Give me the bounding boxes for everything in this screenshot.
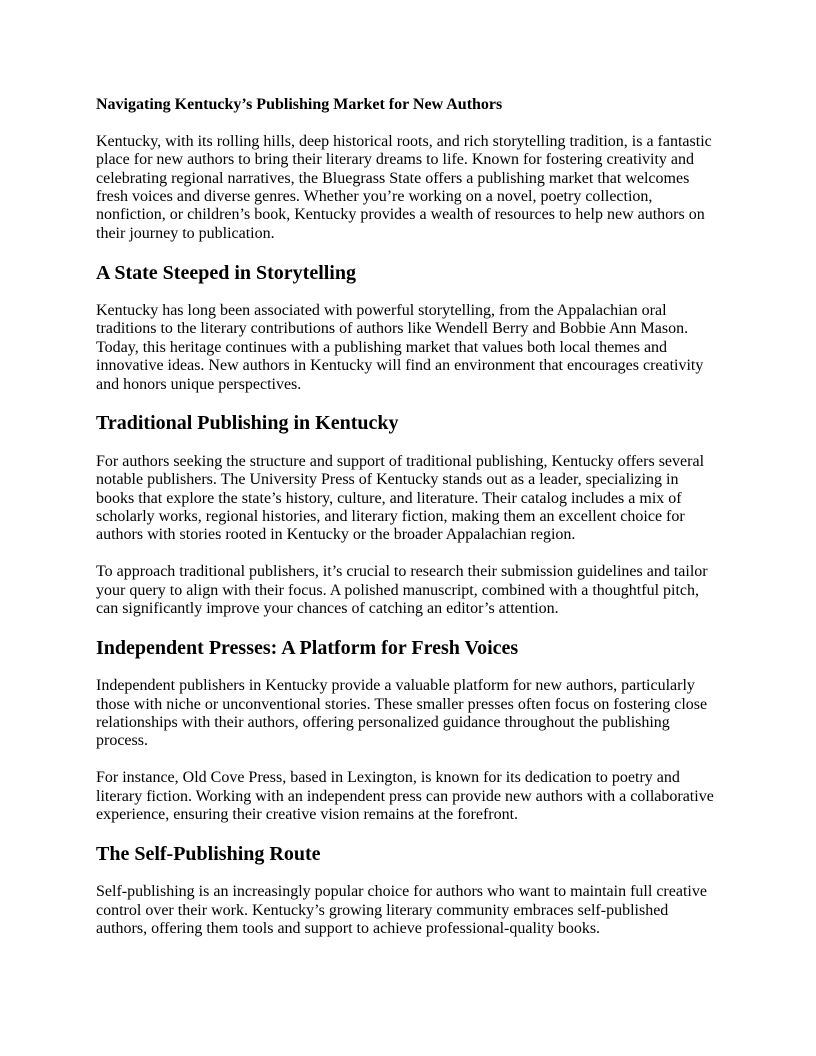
paragraph-independent-presses-1: Independent publishers in Kentucky provide a valuable platform for new authors, particularly those with niche or unconventional stories. These smaller presses often focus on fostering close relationships with their authors, offering personalized guidance throughout the publishing process. xyxy=(96,677,708,750)
section-heading-self-publishing: The Self-Publishing Route xyxy=(96,842,321,865)
paragraph-traditional-publishing-1: For authors seeking the structure and support of traditional publishing, Kentucky offers several notable publishers. The University Press of Kentucky stands out as a leader, specializing in books that explore the state’s history, culture, and literature. Their catalog includes a mix of scholarly works, regional histories, and literary fiction, making them an excellent choice for authors with stories rooted in Kentucky or the broader Appalachian region. xyxy=(96,452,705,544)
paragraph-self-publishing: Self-publishing is an increasingly popular choice for authors who want to maintain full creative control over their work. Kentucky’s growing literary community embraces self-published authors, offering them tools and support to achieve professional-quality books. xyxy=(96,883,707,938)
section-heading-independent-presses: Independent Presses: A Platform for Fresh Voices xyxy=(96,636,519,659)
paragraph-independent-presses-2: For instance, Old Cove Press, based in Lexington, is known for its dedication to poetry and literary fiction. Working with an independent press can provide new authors with a collaborative experience, ensuring their creative vision remains at the forefront. xyxy=(96,769,714,824)
intro-paragraph: Kentucky, with its rolling hills, deep historical roots, and rich storytelling tradition, is a fantastic place for new authors to bring their literary dreams to life. Known for fostering creativity and celebrating regional narratives, the Bluegrass State offers a publishing market that welcomes fresh voices and diverse genres. Whether you’re working on a novel, poetry collection, nonfiction, or children’s book, Kentucky provides a wealth of resources to help new authors on their journey to publication. xyxy=(96,132,712,242)
paragraph-storytelling: Kentucky has long been associated with powerful storytelling, from the Appalachian oral traditions to the literary contributions of authors like Wendell Berry and Bobbie Ann Mason. Today, this heritage continues with a publishing market that values both local themes and innovative ideas. New authors in Kentucky will find an environment that encourages creativity and honors unique perspectives. xyxy=(96,302,704,393)
section-heading-state-steeped-in-storytelling: A State Steeped in Storytelling xyxy=(96,261,356,284)
section-heading-traditional-publishing: Traditional Publishing in Kentucky xyxy=(96,412,399,435)
paragraph-traditional-publishing-2: To approach traditional publishers, it’s crucial to research their submission guidelines and tailor your query to align with their focus. A polished manuscript, combined with a thoughtful pitch, can significantly improve your chances of catching an editor’s attention. xyxy=(96,563,708,618)
document-title: Navigating Kentucky’s Publishing Market for New Authors xyxy=(96,96,503,113)
